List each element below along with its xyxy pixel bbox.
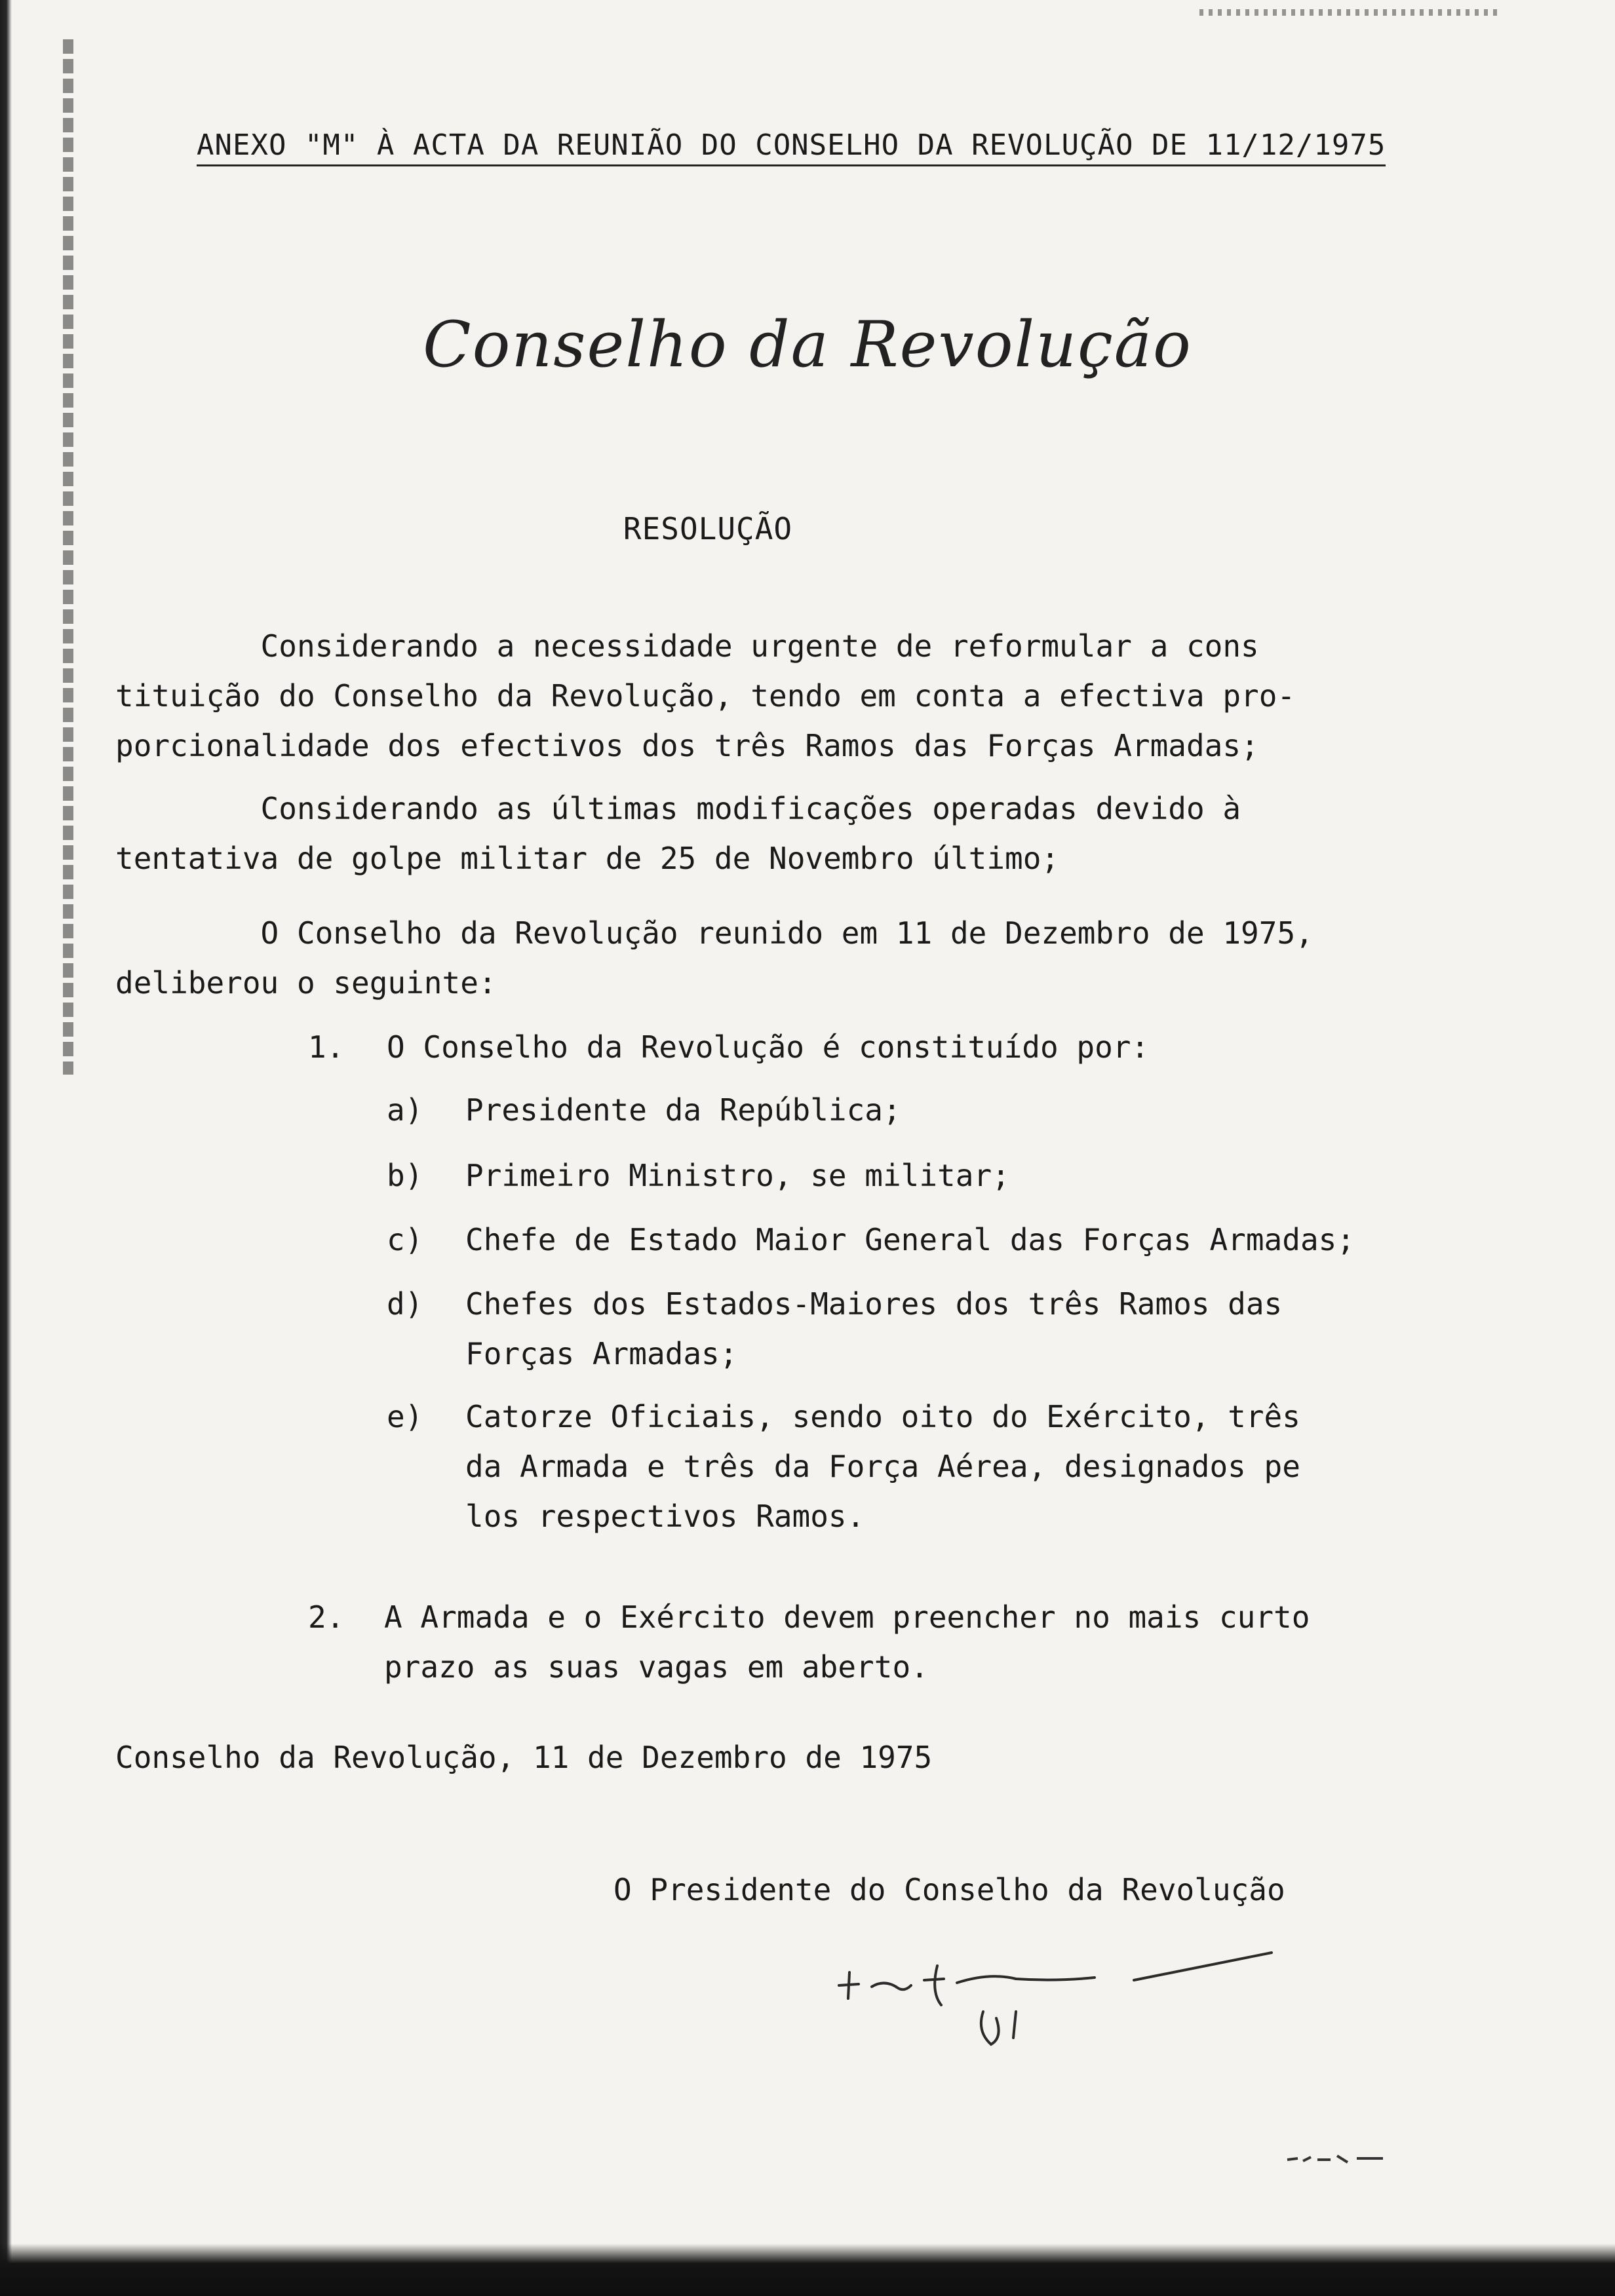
subitem-d-letter: d) bbox=[387, 1286, 423, 1322]
subitem-e-text-line-1: Catorze Oficiais, sendo oito do Exército, três bbox=[465, 1399, 1300, 1434]
paragraph-1-line-3: porcionalidade dos efectivos dos três Ramos das Forças Armadas; bbox=[115, 728, 1259, 763]
item-1-number: 1. bbox=[308, 1029, 345, 1065]
subitem-e-letter: e) bbox=[387, 1399, 423, 1434]
scan-artifact-streak bbox=[63, 39, 73, 1075]
paragraph-3-line-1: O Conselho da Revolução reunido em 11 de Dezembro de 1975, bbox=[115, 915, 1313, 951]
subitem-e-text-line-3: los respectivos Ramos. bbox=[465, 1499, 865, 1534]
subitem-c-letter: c) bbox=[387, 1222, 423, 1257]
paragraph-2-line-1: Considerando as últimas modificações operadas devido à bbox=[115, 791, 1241, 826]
scan-bottom-edge bbox=[0, 2244, 1615, 2296]
item-2-text-line-2: prazo as suas vagas em aberto. bbox=[384, 1649, 929, 1685]
subitem-e-text-line-2: da Armada e três da Força Aérea, designados pe bbox=[465, 1449, 1300, 1484]
paragraph-1-line-1: Considerando a necessidade urgente de reformular a cons bbox=[115, 628, 1259, 664]
signatory-title: O Presidente do Conselho da Revolução bbox=[613, 1872, 1285, 1907]
paragraph-3-line-2: deliberou o seguinte: bbox=[115, 965, 497, 1001]
annex-header: ANEXO "M" À ACTA DA REUNIÃO DO CONSELHO DA REVOLUÇÃO DE 11/12/1975 bbox=[197, 128, 1386, 166]
subitem-b-letter: b) bbox=[387, 1158, 423, 1193]
closing-place-date: Conselho da Revolução, 11 de Dezembro de 1975 bbox=[115, 1740, 933, 1775]
subitem-a-letter: a) bbox=[387, 1092, 423, 1128]
margin-mark bbox=[1285, 2149, 1390, 2169]
subitem-b-text: Primeiro Ministro, se militar; bbox=[465, 1158, 1010, 1193]
letterhead: Conselho da Revolução bbox=[423, 308, 1192, 381]
paragraph-2-line-2: tentativa de golpe militar de 25 de Novembro último; bbox=[115, 841, 1060, 876]
subitem-c-text: Chefe de Estado Maior General das Forças Armadas; bbox=[465, 1222, 1355, 1257]
item-2-text-line-1: A Armada e o Exército devem preencher no mais curto bbox=[384, 1599, 1310, 1635]
item-2-number: 2. bbox=[308, 1599, 345, 1635]
subitem-d-text-line-1: Chefes dos Estados-Maiores dos três Ramos das bbox=[465, 1286, 1283, 1322]
handwritten-signature bbox=[819, 1933, 1278, 2064]
subitem-d-text-line-2: Forças Armadas; bbox=[465, 1336, 738, 1371]
scan-artifact-dust bbox=[1199, 9, 1501, 16]
document-title: RESOLUÇÃO bbox=[623, 511, 793, 546]
item-1-text: O Conselho da Revolução é constituído por: bbox=[387, 1029, 1150, 1065]
paragraph-1-line-2: tituição do Conselho da Revolução, tendo em conta a efectiva pro- bbox=[115, 678, 1296, 714]
subitem-a-text: Presidente da República; bbox=[465, 1092, 901, 1128]
